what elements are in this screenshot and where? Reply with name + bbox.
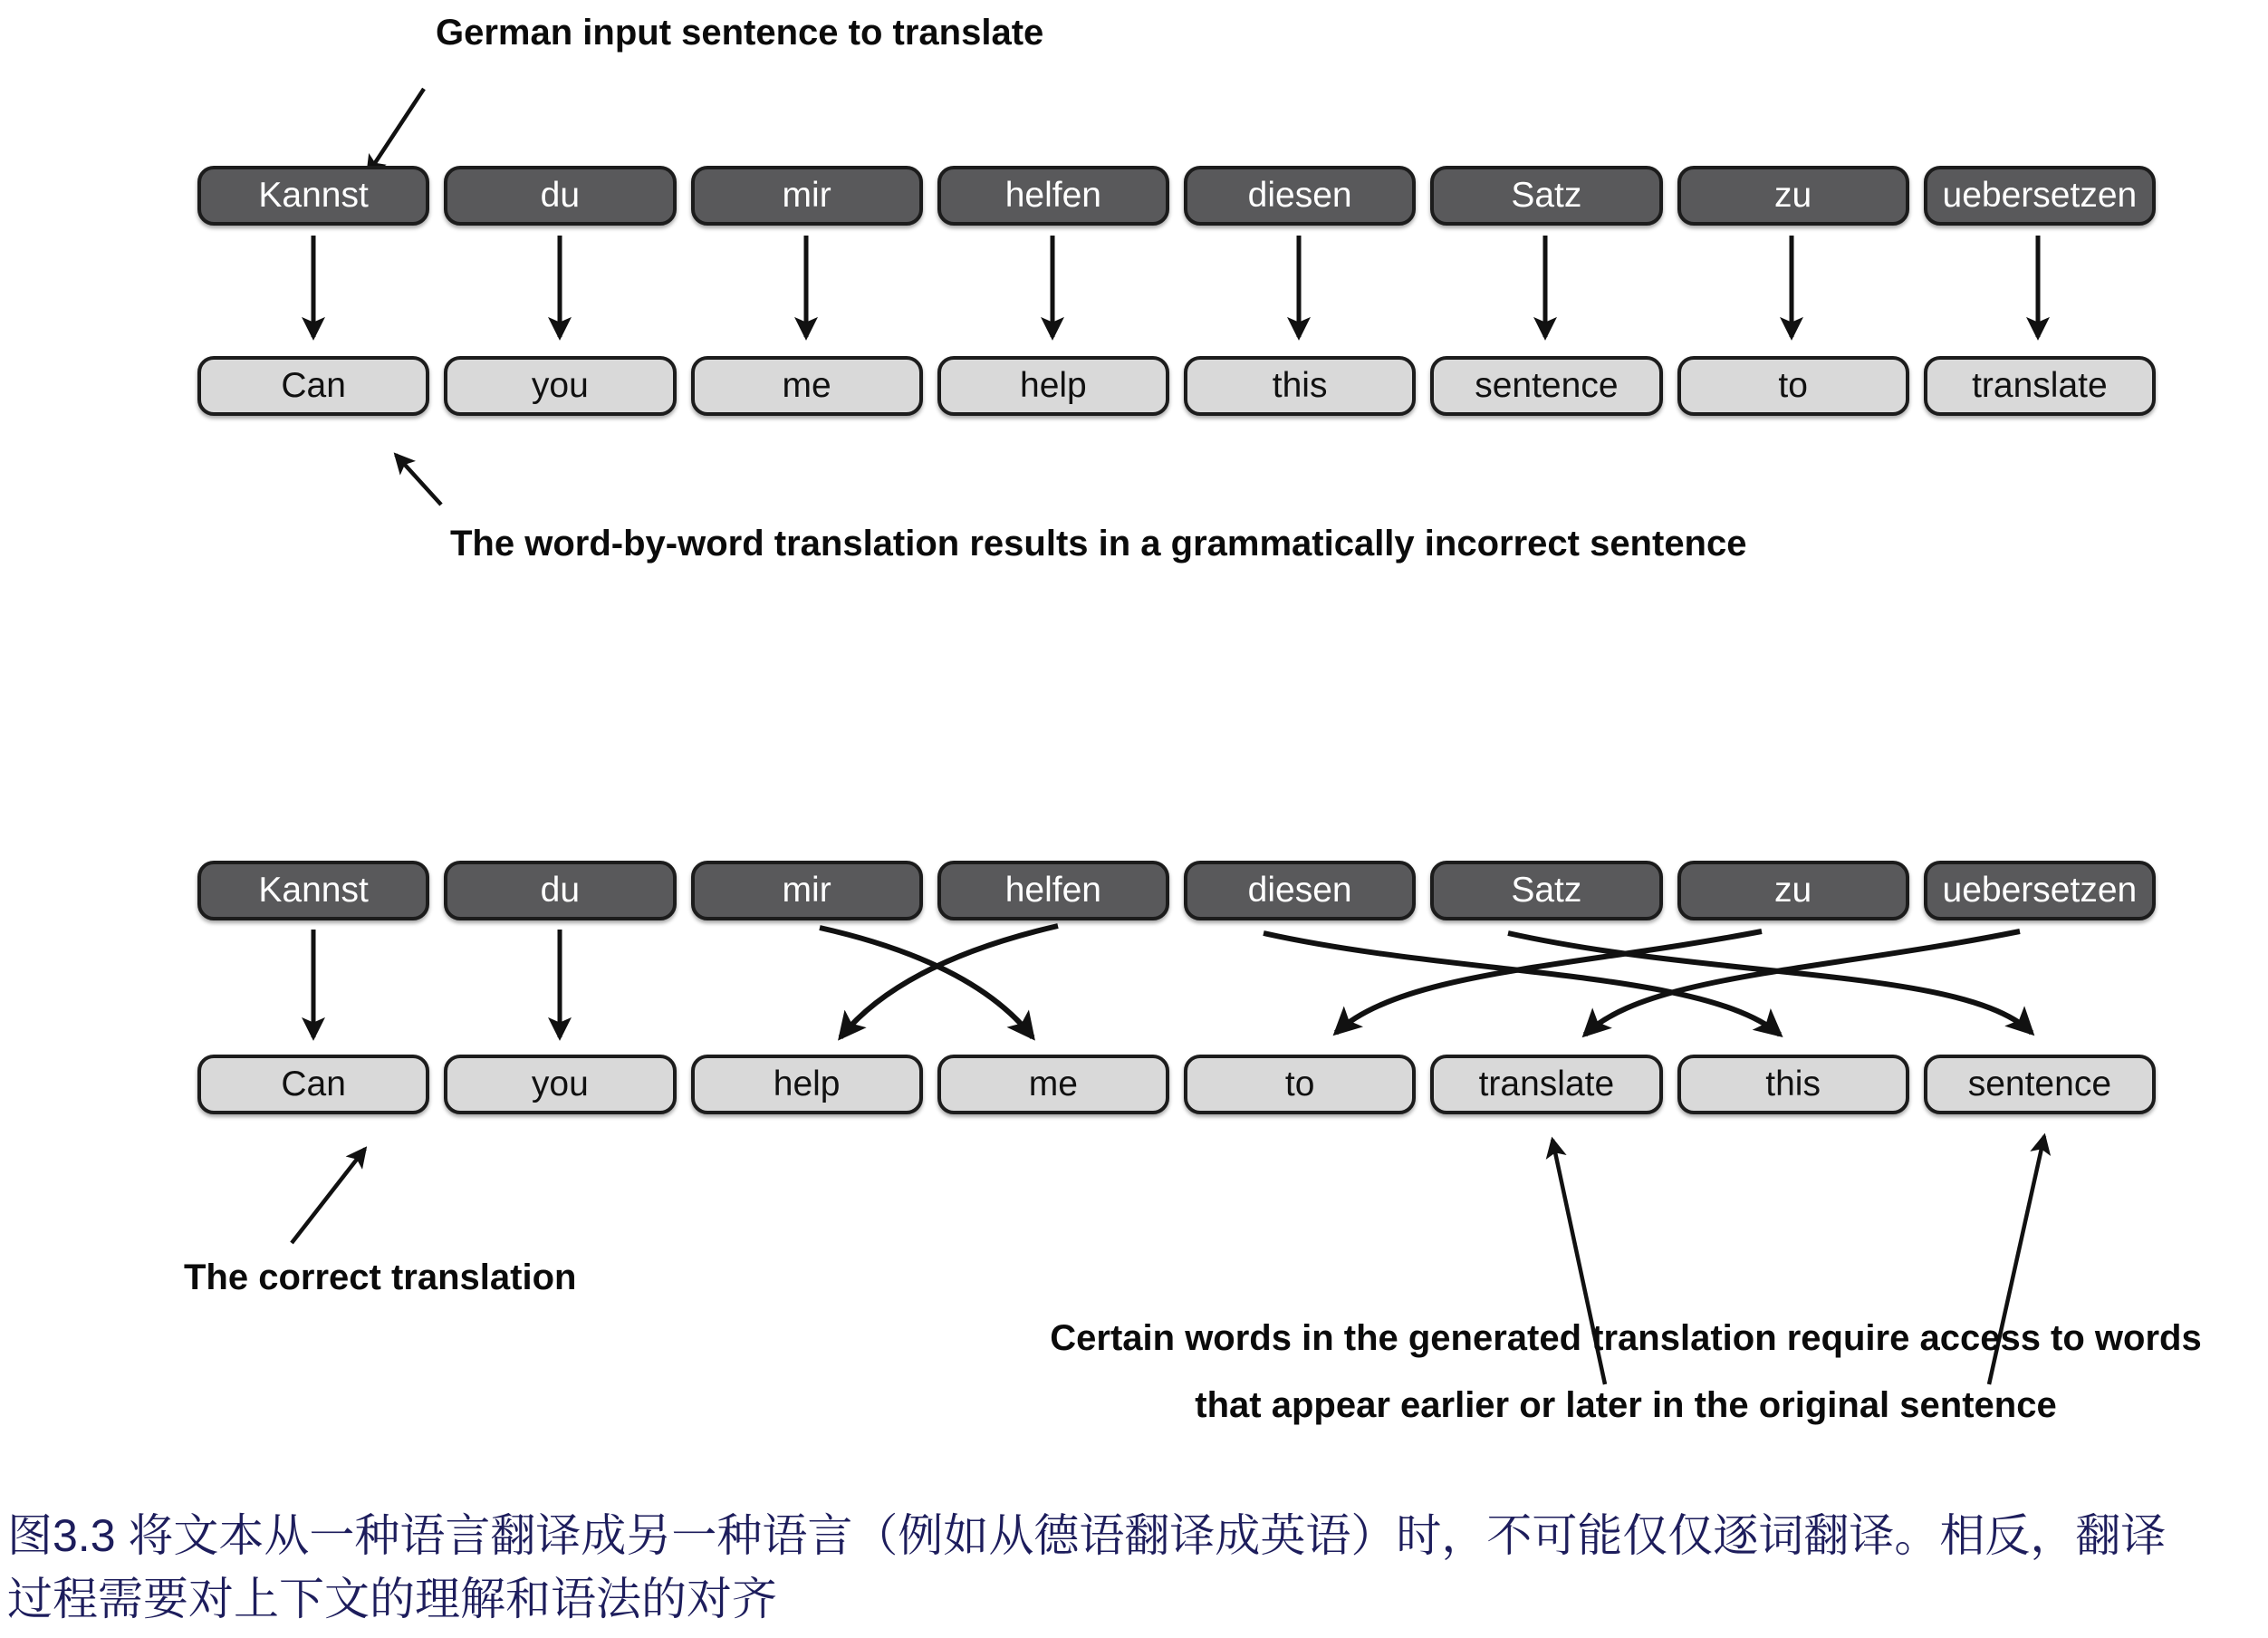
english-word-box: you [444, 1055, 676, 1114]
german-word-box: Satz [1430, 166, 1662, 226]
english-word-box: this [1184, 356, 1416, 416]
certain-words-label [978, 1305, 2268, 1439]
german-word-box: diesen [1184, 166, 1416, 226]
german-word-box: Kannst [197, 861, 429, 920]
german-word-box: du [444, 861, 676, 920]
figure-caption-line1: 图3.3 将文本从一种语言翻译成另一种语言（例如从德语翻译成英语）时，不可能仅仅逐词翻译。相反，翻译 [7, 1510, 2167, 1561]
english-word-box: help [937, 356, 1169, 416]
arrow-diesen-to-this [1264, 933, 1780, 1035]
english-word-box: me [937, 1055, 1169, 1114]
figure-caption [7, 1504, 2263, 1631]
german-word-box: Kannst [197, 166, 429, 226]
bottom-german-row [197, 861, 2156, 920]
german-word-box: helfen [937, 861, 1169, 920]
german-input-label: German input sentence to translate [436, 13, 1044, 53]
bottom-english-row [197, 1055, 2156, 1114]
german-word-box: uebersetzen [1924, 861, 2156, 920]
english-word-box: me [691, 356, 923, 416]
german-word-box: du [444, 166, 676, 226]
arrow-satz-to-sentence [1508, 933, 2032, 1033]
german-word-box: zu [1677, 166, 1909, 226]
certain-words-line1: Certain words in the generated translation require access to words [1050, 1318, 2202, 1358]
arrow-zu-to-to [1336, 931, 1762, 1033]
arrow-german-label [368, 89, 424, 174]
english-word-box: Can [197, 356, 429, 416]
top-german-row [197, 166, 2156, 226]
english-word-box: sentence [1924, 1055, 2156, 1114]
german-word-box: diesen [1184, 861, 1416, 920]
english-word-box: sentence [1430, 356, 1662, 416]
certain-words-line2: that appear earlier or later in the original sentence [1195, 1385, 2057, 1425]
german-word-box: mir [691, 861, 923, 920]
arrow-correct-translation-label [292, 1149, 365, 1243]
arrow-uebersetzen-to-translate [1585, 931, 2020, 1035]
english-word-box: translate [1924, 356, 2156, 416]
german-word-box: uebersetzen [1924, 166, 2156, 226]
german-word-box: Satz [1430, 861, 1662, 920]
english-word-box: this [1677, 1055, 1909, 1114]
english-word-box: to [1677, 356, 1909, 416]
english-word-box: translate [1430, 1055, 1662, 1114]
arrow-helfen-to-help [841, 926, 1058, 1037]
arrow-word-by-word-label [396, 455, 441, 505]
arrow-mir-to-me [820, 928, 1033, 1037]
figure-caption-line2: 过程需要对上下文的理解和语法的对齐 [7, 1574, 777, 1624]
german-word-box: zu [1677, 861, 1909, 920]
english-word-box: to [1184, 1055, 1416, 1114]
german-word-box: helfen [937, 166, 1169, 226]
word-by-word-label: The word-by-word translation results in a grammatically incorrect sentence [450, 524, 1747, 564]
top-english-row [197, 356, 2156, 416]
english-word-box: help [691, 1055, 923, 1114]
german-word-box: mir [691, 166, 923, 226]
correct-translation-label: The correct translation [184, 1257, 577, 1297]
english-word-box: you [444, 356, 676, 416]
english-word-box: Can [197, 1055, 429, 1114]
